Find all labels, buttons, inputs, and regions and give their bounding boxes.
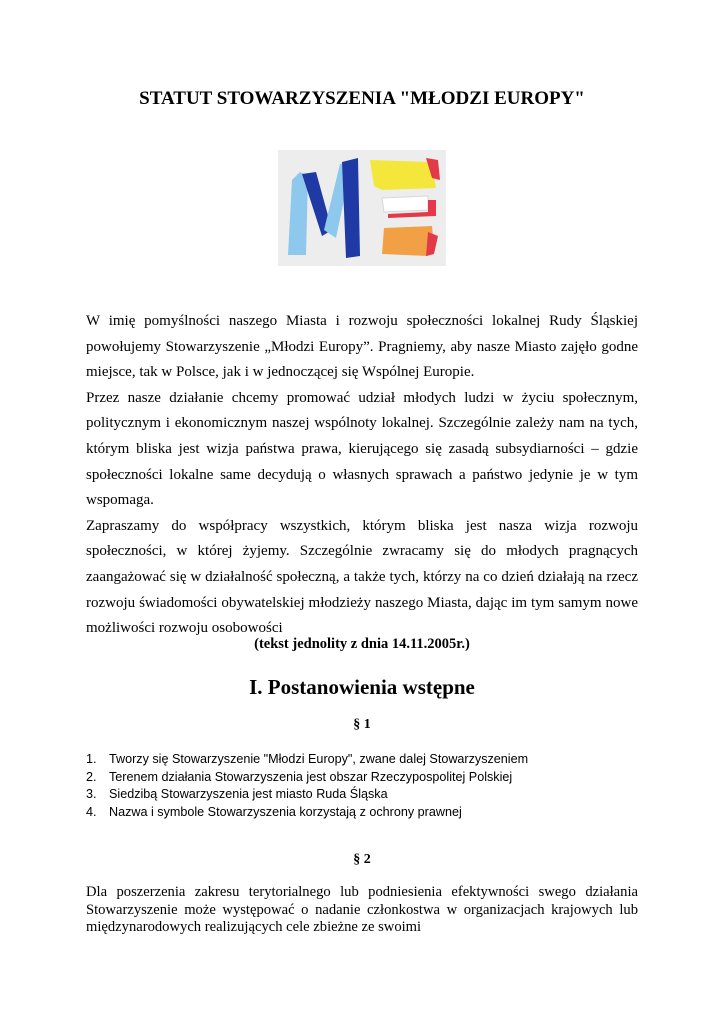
list-item-text: Siedzibą Stowarzyszenia jest miasto Ruda Śląska bbox=[109, 787, 388, 801]
list-item bbox=[86, 769, 646, 787]
list-item-number: 3. bbox=[86, 787, 97, 801]
paragraph-2-body bbox=[86, 884, 638, 937]
consolidated-text-note: (tekst jednolity z dnia 14.11.2005r.) bbox=[254, 636, 470, 652]
logo-e-top-bar bbox=[370, 160, 436, 190]
paragraph-2-label: § 2 bbox=[353, 852, 371, 867]
list-item-text: Tworzy się Stowarzyszenie "Młodzi Europy", zwane dalej Stowarzyszeniem bbox=[109, 752, 529, 766]
paragraph-2-text: Dla poszerzenia zakresu terytorialnego lub podniesienia efektywności swego działania Stowarzyszenie może występować o nadanie członkostwa w organizacjach krajowych lub międzynarodowych realizujących cele zbieżne ze swoimi bbox=[86, 884, 638, 935]
paragraph-1-list bbox=[86, 751, 646, 821]
logo-e-middle-bar bbox=[382, 196, 428, 212]
list-item bbox=[86, 804, 646, 822]
list-item-number: 1. bbox=[86, 752, 97, 766]
document-title: STATUT STOWARZYSZENIA "MŁODZI EUROPY" bbox=[139, 88, 585, 109]
preamble-paragraph-1: W imię pomyślności naszego Miasta i rozwoju społeczności lokalnej Rudy Śląskiej powołujemy Stowarzyszenie „Młodzi Europy”. Pragniemy, aby nasze Miasto zajęło godne miejsce, tak w Polsce, jak i w jednoczącej się Wspólnej Europie. bbox=[86, 313, 638, 381]
list-item-text: Terenem działania Stowarzyszenia jest obszar Rzeczypospolitej Polskiej bbox=[109, 769, 513, 784]
list-item bbox=[86, 786, 646, 804]
logo-e-bottom-bar bbox=[382, 226, 434, 256]
list-item-number: 4. bbox=[86, 804, 97, 819]
list-item-number: 2. bbox=[86, 769, 97, 784]
list-item-text: Nazwa i symbole Stowarzyszenia korzystają z ochrony prawnej bbox=[109, 804, 462, 819]
me-logo-graphic bbox=[278, 150, 446, 266]
paragraph-1-label: § 1 bbox=[353, 717, 371, 732]
list-item bbox=[86, 751, 646, 769]
preamble bbox=[86, 309, 638, 642]
preamble-paragraph-3: Zapraszamy do współpracy wszystkich, którym bliska jest nasza wizja rozwoju społeczności, w której żyjemy. Szczególnie zwracamy się do młodych pragnących zaangażować się w działalność społeczną, a także tych, którzy na co dzień działają na rzecz rozwoju świadomości obywatelskiej młodzieży naszego Miasta, dając im tym samym nowe możliwości rozwoju osobowości bbox=[86, 517, 638, 637]
mlodzi-europy-logo bbox=[278, 150, 446, 266]
section-heading: I. Postanowienia wstępne bbox=[249, 675, 475, 699]
preamble-paragraph-2: Przez nasze działanie chcemy promować udział młodych ludzi w życiu społecznym, politycznym i ekonomicznym naszej wspólnoty lokalnej. Szczególnie zależy nam na tych, którym bliska jest wizja państwa prawa, kierującego się zasadą subsydiarności – gdzie społeczności lokalne same decydują o własnych sprawach a państwo jedynie je w tym wspomaga. bbox=[86, 389, 638, 509]
